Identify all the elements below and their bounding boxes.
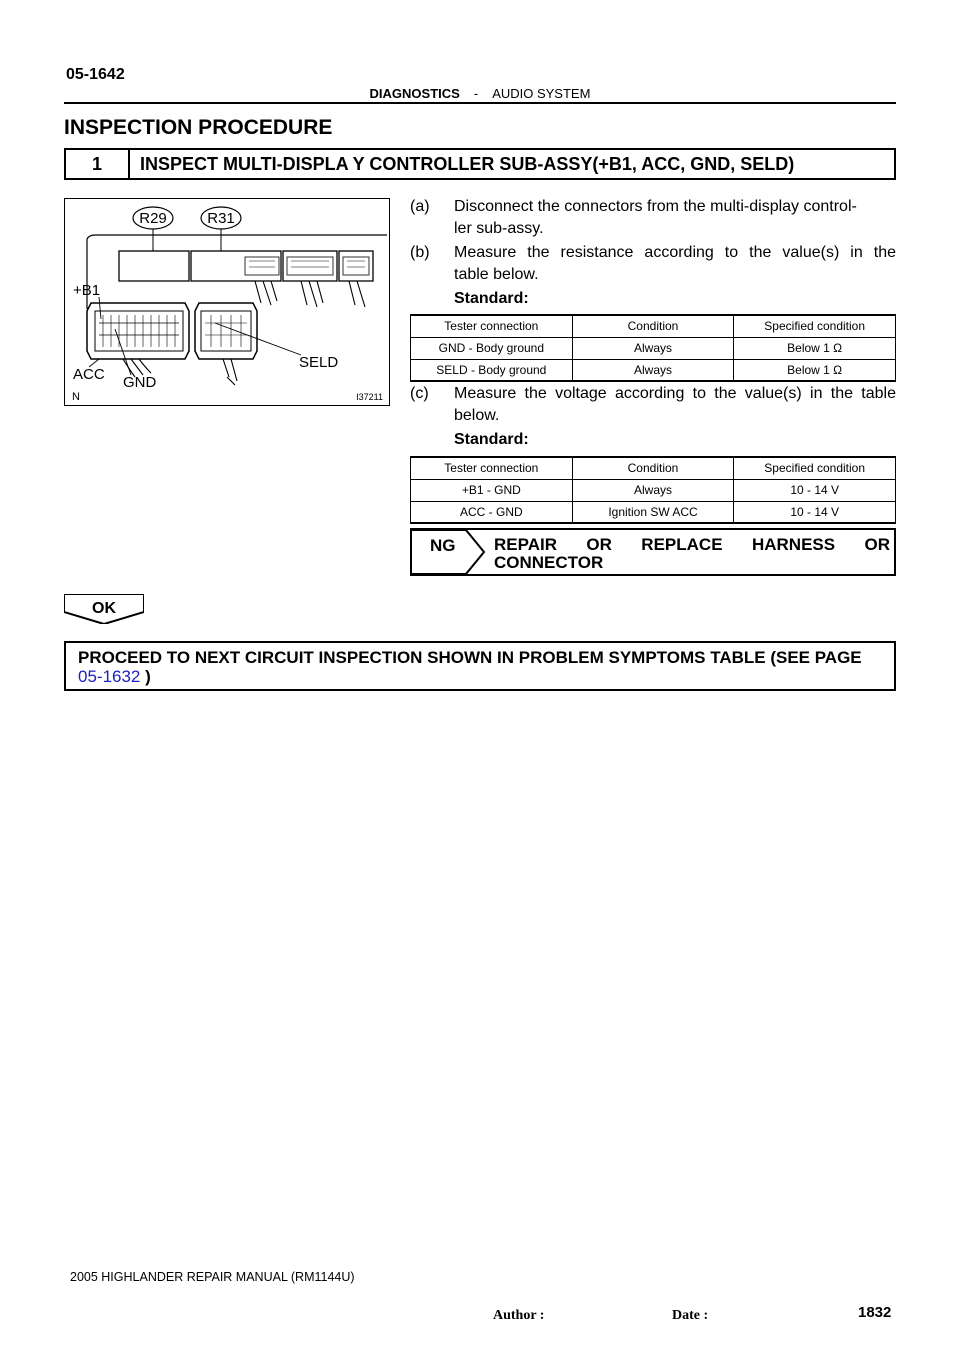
instruction-c-line1: Measure the voltage according to the value(s) in the table [454, 385, 896, 402]
terminal-b1-label: +B1 [73, 282, 101, 299]
footer-author-label: Author : [493, 1308, 545, 1323]
table-header-row [411, 315, 896, 337]
table-cell: Always [572, 479, 734, 501]
table-cell: Always [572, 359, 734, 381]
ng-action-text [494, 536, 890, 572]
terminal-gnd-label: GND [123, 374, 157, 391]
terminal-seld-label: SELD [299, 354, 339, 371]
instruction-b [410, 242, 896, 286]
instruction-a-line2: ler sub-assy. [454, 220, 544, 237]
table-cell: 10 - 14 V [734, 479, 896, 501]
connector-drawing [65, 199, 389, 405]
footer-page-number: 1832 [858, 1304, 892, 1321]
figure-id: I37211 [356, 392, 383, 402]
table-row [411, 501, 896, 523]
table-header-row [411, 457, 896, 479]
footer-manual-title: 2005 HIGHLANDER REPAIR MANUAL (RM1144U) [70, 1270, 355, 1284]
instruction-b-line1: Measure the resistance according to the value(s) in the [454, 244, 896, 261]
table-cell: Below 1 Ω [734, 337, 896, 359]
table-cell: Below 1 Ω [734, 359, 896, 381]
footer-date-label: Date : [672, 1308, 709, 1323]
result-close: ) [145, 667, 151, 686]
standard-label-voltage: Standard: [454, 431, 529, 448]
standard-label-resistance: Standard: [454, 290, 529, 307]
connector-r29-label: R29 [139, 210, 167, 227]
instruction-b-marker: (b) [410, 244, 430, 261]
table-cell: Always [572, 337, 734, 359]
result-reference-line [78, 667, 882, 686]
section-header [64, 86, 896, 104]
ok-label: OK [92, 600, 116, 617]
result-box [64, 641, 896, 691]
table-cell: +B1 - GND [411, 479, 573, 501]
table-header: Tester connection [411, 315, 573, 337]
table-cell: ACC - GND [411, 501, 573, 523]
page-reference-link[interactable]: 05-1632 [78, 667, 141, 686]
terminal-acc-label: ACC [73, 366, 105, 383]
connector-r31-label: R31 [207, 210, 235, 227]
connector-illustration [64, 198, 390, 406]
instruction-c-line2: below. [454, 407, 500, 424]
step-title: INSPECT MULTI-DISPLA Y CONTROLLER SUB-ASSY(+B1, ACC, GND, SELD) [140, 153, 795, 174]
instruction-c-marker: (c) [410, 385, 429, 402]
table-row [411, 337, 896, 359]
instruction-b-line2: table below. [454, 266, 539, 283]
ng-label: NG [430, 536, 456, 555]
table-cell: Ignition SW ACC [572, 501, 734, 523]
table-cell: GND - Body ground [411, 337, 573, 359]
table-header: Tester connection [411, 457, 573, 479]
table-row [411, 479, 896, 501]
ng-action-line2: CONNECTOR [494, 553, 604, 572]
section-separator: - [473, 86, 479, 101]
voltage-table [410, 456, 896, 524]
table-row [411, 359, 896, 381]
instruction-a-marker: (a) [410, 198, 430, 215]
page-number: 05-1642 [66, 66, 125, 83]
ok-branch-tab [64, 594, 144, 624]
table-header: Condition [572, 315, 734, 337]
result-text: PROCEED TO NEXT CIRCUIT INSPECTION SHOWN IN PROBLEM SYMPTOMS TABLE (SEE PAGE [78, 648, 862, 667]
step-bar [64, 148, 896, 180]
ng-action-line1: REPAIR OR REPLACE HARNESS OR [494, 535, 890, 554]
resistance-table [410, 314, 896, 382]
table-cell: 10 - 14 V [734, 501, 896, 523]
table-header: Specified condition [734, 315, 896, 337]
corner-mark: N [72, 391, 80, 403]
subsection-name: AUDIO SYSTEM [492, 86, 591, 101]
section-name: DIAGNOSTICS [369, 86, 460, 101]
instruction-a-line1: Disconnect the connectors from the multi-display control- [454, 198, 857, 215]
table-header: Specified condition [734, 457, 896, 479]
ng-branch-box [410, 528, 896, 576]
table-cell: SELD - Body ground [411, 359, 573, 381]
page-title: INSPECTION PROCEDURE [64, 116, 333, 139]
instruction-a [410, 196, 896, 240]
step-number: 1 [66, 150, 130, 178]
table-header: Condition [572, 457, 734, 479]
instruction-c [410, 383, 896, 427]
